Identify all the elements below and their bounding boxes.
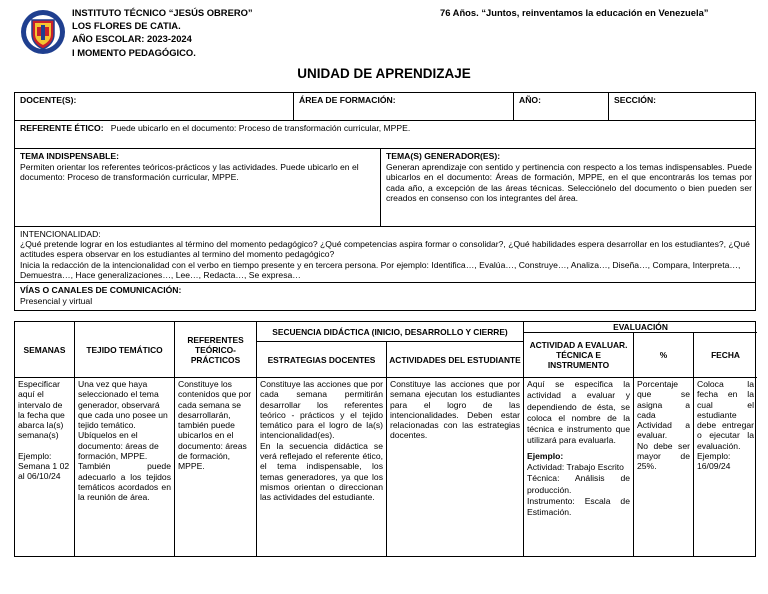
header-fecha: FECHA (694, 333, 757, 378)
school-year: AÑO ESCOLAR: 2023-2024 (72, 33, 192, 45)
intencionalidad-instructions: Inicia la redacción de la intencionalidad con el verbo en tiempo presente y en tercera persona. Por ejemplo: Identifica…, Evalúa…, Construye…, Analiza…, Diseña…, Compara, Interpreta…, Demuestra…, Hace generalizaciones…, Lee…, Redacta…, Se expresa… (20, 259, 741, 280)
referentes-cell (175, 378, 257, 557)
temas-generadores-text: Generan aprendizaje con sentido y pertinencia con respecto a los temas indispensables. Puede ubicarlos en el documento: Áreas de formación, MPPE, en el que encontrarás los temas por cada año, a excepción de las áreas técnicas. Selecciónelo del documento o bien pueden ser creados en consenso con los integrantes del área. (386, 161, 752, 204)
tema-indispensable-text: Permiten orientar los referentes teóricos-prácticos y las actividades. Puede ubicarlo en el documento: Proceso de transformación curricular, MPPE. (20, 161, 359, 183)
evaluar-cell (524, 378, 634, 557)
estrategias-cell (257, 378, 387, 557)
header-tejido: TEJIDO TEMÁTICO (75, 322, 175, 378)
evaluar-text: Aquí se especifica la actividad a evaluar y dependiendo de ésta, se coloca el nombre de la técnica e instrumento que utilizará para evaluarla. (527, 379, 630, 446)
info-row-temas (15, 149, 755, 227)
info-table (14, 92, 756, 311)
info-row-referente (15, 121, 755, 149)
school-info (72, 6, 253, 59)
semanas-cell (15, 378, 75, 557)
porcentaje-cell (634, 378, 694, 557)
evaluar-actividad: Actividad: Trabajo Escrito (527, 462, 624, 473)
info-row-docente (15, 93, 755, 121)
header-semanas: SEMANAS (15, 322, 75, 378)
referente-etico-label: REFERENTE ÉTICO: (20, 123, 104, 133)
planning-table (14, 321, 756, 557)
tema-indispensable-cell (15, 149, 380, 226)
anniversary-motto: 76 Años. “Juntos, reinventamos la educación en Venezuela” (440, 7, 709, 18)
ano-field[interactable]: AÑO: (513, 93, 608, 120)
school-name: INSTITUTO TÉCNICO “JESÚS OBRERO” (72, 7, 253, 18)
seccion-field[interactable]: SECCIÓN: (608, 93, 757, 120)
pedagogical-moment: I MOMENTO PEDAGÓGICO. (72, 46, 196, 58)
header-actividades: ACTIVIDADES DEL ESTUDIANTE (387, 342, 524, 378)
document-header (0, 0, 768, 64)
referente-etico-text: Puede ubicarlo en el documento: Proceso de transformación curricular, MPPE. (110, 123, 411, 133)
estrategias-text: Constituye las acciones que por cada semana permitirán desarrollar los referentes teórico - prácticos y el tejido temático para el logro de la(s) intencionalidad(es). (260, 379, 383, 441)
tejido-cell (75, 378, 175, 557)
evaluar-tecnica: Técnica: Análisis de producción. (527, 473, 630, 495)
actividades-cell (387, 378, 524, 557)
evaluar-example-label: Ejemplo: (527, 450, 564, 461)
header-estrategias: ESTRATEGIAS DOCENTES (257, 342, 387, 378)
estrategias-text-2: En la secuencia didáctica se verá reflejado el referente ético, el tema indispensable, los temas generadores, ya que los mismos orientan o direccionan las actividades del estudiante. (260, 440, 383, 503)
header-porcentaje: % (634, 333, 694, 378)
porcentaje-text: Porcentaje que se asigna a cada Actividad a evaluar. (637, 379, 690, 441)
tejido-text: Una vez que haya seleccionado el tema generador, observará que cada uno posee un tejido temático. Ubíquelos en el documento: áreas de formación, MPPE. (78, 379, 168, 462)
info-row-intencionalidad (15, 227, 755, 283)
evaluar-instrumento: Instrumento: Escala de Estimación. (527, 495, 630, 518)
intencionalidad-questions: ¿Qué pretende lograr en los estudiantes al término del momento pedagógico? ¿Qué competencias aspira formar o consolidar?, ¿Qué habilidades espera desarrollar en los estudiantes?, ¿Qué actitudes espera observar en los estudiantes al termino del momento pedagógico? (20, 239, 750, 260)
referente-etico-cell (15, 121, 755, 148)
temas-generadores-label: TEMA(S) GENERADOR(ES): (386, 151, 501, 161)
tema-indispensable-label: TEMA INDISPENSABLE: (20, 151, 119, 161)
header-referentes: REFERENTES TEÓRICO-PRÁCTICOS (175, 322, 257, 378)
document-title: UNIDAD DE APRENDIZAJE (297, 66, 471, 81)
intencionalidad-cell (15, 227, 755, 282)
fecha-cell (694, 378, 757, 557)
actividades-text: Constituye las acciones que por semana ejecutan los estudiantes para el logro de las intencionalidades. Deben estar relacionadas con las estrategias docentes. (390, 379, 520, 441)
school-location: LOS FLORES DE CATIA. (72, 20, 181, 32)
area-field[interactable]: ÁREA DE FORMACIÓN: (293, 93, 513, 120)
docente-field[interactable]: DOCENTE(S): (20, 95, 77, 105)
fecha-text: Coloca la fecha en la cual el estudiante debe entregar o ejecutar la evaluación. (697, 379, 754, 451)
semanas-example: Semana 1 02 al 06/10/24 (18, 461, 70, 482)
semanas-text: Especificar aquí el intervalo de la fecha que abarca la(s) semana(s) (18, 379, 65, 441)
info-row-vias (15, 283, 755, 311)
header-actividad-evaluar: ACTIVIDAD A EVALUAR. TÉCNICA E INSTRUMENTO (524, 333, 634, 378)
semanas-example-label: Ejemplo: (18, 450, 52, 461)
header-evaluacion: EVALUACIÓN (524, 322, 757, 333)
vias-comunicacion-cell (15, 283, 755, 311)
tejido-text-2: También puede adecuarlo a los tejidos temáticos acordados en la reunión de área. (78, 461, 171, 503)
temas-generadores-cell (380, 149, 757, 226)
header-secuencia: SECUENCIA DIDÁCTICA (INICIO, DESARROLLO Y CIERRE) (257, 322, 524, 342)
school-shield-logo (20, 9, 66, 55)
intencionalidad-label: INTENCIONALIDAD: (20, 229, 101, 239)
referentes-text: Constituye los contenidos que por cada semana se desarrollarán, también puede ubicarlos en el documento: áreas de formación, MPPE. (178, 379, 252, 472)
vias-comunicacion-text: Presencial y virtual (20, 295, 93, 306)
porcentaje-text-2: No debe ser mayor de 25%. (637, 440, 690, 472)
vias-comunicacion-label: VÍAS O CANALES DE COMUNICACIÓN: (20, 285, 182, 295)
fecha-example: Ejemplo: 16/09/24 (697, 451, 731, 472)
